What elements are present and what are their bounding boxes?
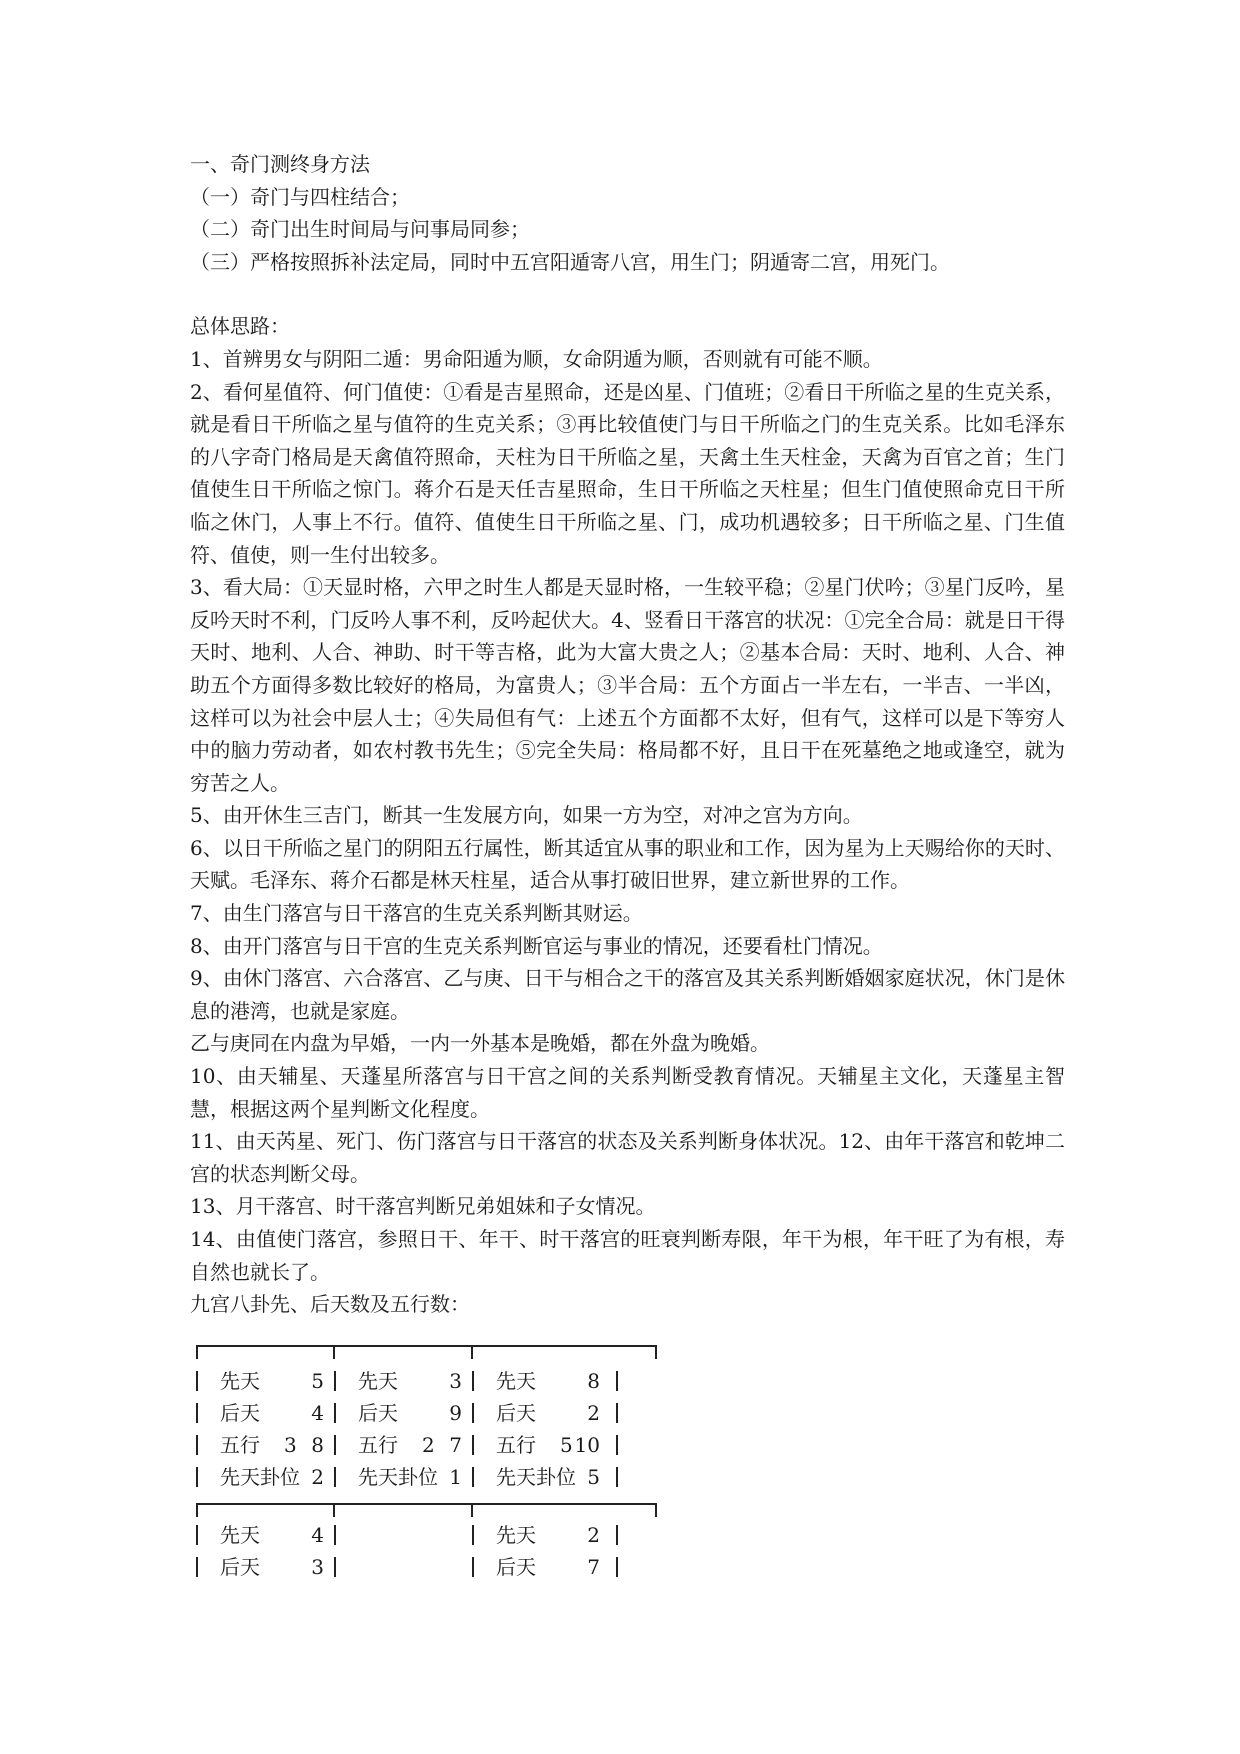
grid-cell: [472, 1365, 622, 1493]
cell-border: [472, 1435, 474, 1455]
grid-tick: [333, 1503, 335, 1517]
grid-cell-row: [472, 1365, 622, 1397]
paragraph: 7、由生门落宫与日干落宫的生克关系判断其财运。: [190, 901, 643, 926]
paragraph: 8、由开门落宫与日干宫的生克关系判断官运与事业的情况，还要看杜门情况。: [190, 933, 883, 958]
grid-cell-row: [472, 1461, 622, 1493]
cell-border: [472, 1403, 474, 1423]
cell-border: [196, 1467, 198, 1487]
grid-cell-row: [196, 1365, 346, 1397]
grid-cell-row: [196, 1397, 346, 1429]
grid-cell-row: [334, 1429, 484, 1461]
grid-tick: [471, 1345, 473, 1359]
cell-border: [616, 1525, 618, 1545]
table-title: 九宫八卦先、后天数及五行数：: [190, 1292, 470, 1317]
nine-palace-grid: [190, 1339, 660, 1591]
grid-cell: [472, 1519, 622, 1583]
cell-value-b: 5: [587, 1464, 600, 1489]
grid-cell-row: [334, 1519, 484, 1551]
method-item: （三）严格按照拆补法定局，同时中五宫阳遁寄八宫，用生门；阴遁寄二宫，用死门。: [190, 249, 950, 274]
document-page: [190, 148, 1065, 1591]
grid-cell: [334, 1365, 484, 1493]
cell-label: 五行: [358, 1432, 398, 1457]
paragraph: 10、由天辅星、天蓬星所落宫与日干宫之间的关系判断受教育情况。天辅星主文化，天蓬星主智慧，根据这两个星判断文化程度。: [190, 1064, 1065, 1121]
grid-tick: [655, 1503, 657, 1517]
cell-label: 先天: [358, 1368, 398, 1393]
cell-label: 先天卦位: [220, 1464, 300, 1489]
cell-label: 后天: [220, 1400, 260, 1425]
cell-border: [472, 1467, 474, 1487]
method-item: （一）奇门与四柱结合；: [190, 184, 410, 209]
cell-border: [196, 1371, 198, 1391]
cell-label: 后天: [496, 1400, 536, 1425]
paragraph: 13、月干落宫、时干落宫判断兄弟姐妹和子女情况。: [190, 1194, 656, 1219]
cell-label: 五行: [496, 1432, 536, 1457]
cell-label: 后天: [496, 1554, 536, 1579]
section-heading: 一、奇门测终身方法: [190, 152, 370, 176]
cell-border: [334, 1371, 336, 1391]
paragraph: 3、看大局：①天显时格，六甲之时生人都是天显时格，一生较平稳；②星门伏吟；③星门反吟，星反吟天时不利，门反吟人事不利，反吟起伏大。4、竖看日干落宫的状况：①完全合局：就是日干得天时、地利、人合、神助、时干等吉格，此为大富大贵之人；②基本合局：天时、地利、人合、神助五个方面得多数比较好的格局，为富贵人；③半合局：五个方面占一半左右，一半吉、一半凶，这样可以为社会中层人士；④失局但有气：上述五个方面都不太好，但有气，这样可以是下等穷人中的脑力劳动者，如农村教书先生；⑤完全失局：格局都不好，且日干在死墓绝之地或逢空，就为穷苦之人。: [190, 575, 1065, 795]
grid-cell: [196, 1519, 346, 1583]
cell-value-b: 4: [311, 1400, 324, 1425]
paragraph: 14、由值使门落宫，参照日干、年干、时干落宫的旺衰判断寿限，年干为根，年干旺了为有根，寿自然也就长了。: [190, 1227, 1065, 1284]
cell-value-b: 3: [449, 1368, 462, 1393]
cell-label: 先天卦位: [358, 1464, 438, 1489]
cell-value-b: 2: [311, 1464, 324, 1489]
grid-cell-row: [334, 1461, 484, 1493]
cell-value-a: 3: [284, 1432, 297, 1457]
cell-value-b: 5: [311, 1368, 324, 1393]
cell-value-b: 10: [574, 1432, 600, 1457]
cell-value-a: 5: [560, 1432, 573, 1457]
grid-cell-row: [472, 1429, 622, 1461]
cell-border: [472, 1525, 474, 1545]
grid-cell-row: [472, 1397, 622, 1429]
cell-value-b: 7: [449, 1432, 462, 1457]
grid-cell-row: [196, 1551, 346, 1583]
paragraph: 乙与庚同在内盘为早婚，一内一外基本是晚婚，都在外盘为晚婚。: [190, 1031, 770, 1056]
grid-top-rule: [196, 1345, 657, 1347]
cell-value-b: 7: [587, 1554, 600, 1579]
cell-border: [616, 1467, 618, 1487]
cell-label: 先天: [220, 1368, 260, 1393]
cell-border: [334, 1525, 336, 1545]
grid-tick: [655, 1345, 657, 1359]
cell-border: [616, 1371, 618, 1391]
cell-value-b: 4: [311, 1522, 324, 1547]
cell-border: [334, 1557, 336, 1577]
cell-border: [196, 1525, 198, 1545]
grid-cell-row: [196, 1461, 346, 1493]
grid-cell-row: [334, 1397, 484, 1429]
grid-tick: [333, 1345, 335, 1359]
grid-middle-rule: [196, 1503, 657, 1505]
paragraph: 6、以日干所临之星门的阴阳五行属性，断其适宜从事的职业和工作，因为星为上天赐给你的天时、天赋。毛泽东、蒋介石都是林天柱星，适合从事打破旧世界，建立新世界的工作。: [190, 835, 1065, 893]
grid-tick: [471, 1503, 473, 1517]
cell-border: [472, 1557, 474, 1577]
cell-border: [196, 1403, 198, 1423]
cell-value-b: 3: [311, 1554, 324, 1579]
grid-cell: [334, 1519, 484, 1583]
method-item: （二）奇门出生时间局与问事局同参；: [190, 217, 530, 242]
cell-value-b: 9: [449, 1400, 462, 1425]
cell-border: [616, 1403, 618, 1423]
cell-border: [616, 1557, 618, 1577]
grid-cell-row: [472, 1551, 622, 1583]
cell-border: [196, 1435, 198, 1455]
grid-cell-row: [196, 1429, 346, 1461]
paragraph-list: [190, 343, 1065, 1288]
cell-border: [334, 1435, 336, 1455]
grid-cell-row: [196, 1519, 346, 1551]
cell-value-b: 1: [449, 1464, 462, 1489]
cell-value-a: 2: [422, 1432, 435, 1457]
grid-cell-row: [334, 1551, 484, 1583]
cell-label: 五行: [220, 1432, 260, 1457]
grid-tick: [196, 1345, 198, 1359]
cell-value-b: 8: [311, 1432, 324, 1457]
cell-border: [196, 1557, 198, 1577]
cell-border: [334, 1403, 336, 1423]
cell-border: [472, 1371, 474, 1391]
paragraph: 5、由开休生三吉门，断其一生发展方向，如果一方为空，对冲之宫为方向。: [190, 803, 863, 828]
cell-label: 后天: [358, 1400, 398, 1425]
cell-label: 先天: [220, 1522, 260, 1547]
paragraph: 2、看何星值符、何门值使：①看是吉星照命，还是凶星、门值班；②看日干所临之星的生克关系，就是看日干所临之星与值符的生克关系；③再比较值使门与日干所临之门的生克关系。比如毛泽东的八字奇门格局是天禽值符照命，天柱为日干所临之星，天禽土生天柱金，天禽为百官之首；生门值使生日干所临之惊门。蒋介石是天任吉星照命，生日干所临之天柱星；但生门值使照命克日干所临之休门，人事上不行。值符、值使生日干所临之星、门，成功机遇较多；日干所临之星、门生值符、值使，则一生付出较多。: [190, 379, 1065, 567]
overall-title: 总体思路：: [190, 314, 290, 339]
cell-border: [334, 1467, 336, 1487]
paragraph: 1、首辨男女与阴阳二遁：男命阳遁为顺，女命阴遁为顺，否则就有可能不顺。: [190, 346, 883, 371]
paragraph: 9、由休门落宫、六合落宫、乙与庚、日干与相合之干的落宫及其关系判断婚姻家庭状况，休门是休息的港湾，也就是家庭。: [190, 966, 1065, 1023]
cell-value-b: 2: [587, 1400, 600, 1425]
paragraph: 11、由天芮星、死门、伤门落宫与日干落宫的状态及关系判断身体状况。12、由年干落宫和乾坤二宫的状态判断父母。: [190, 1129, 1065, 1186]
cell-border: [616, 1435, 618, 1455]
cell-label: 后天: [220, 1554, 260, 1579]
grid-cell: [196, 1365, 346, 1493]
cell-value-b: 2: [587, 1522, 600, 1547]
cell-label: 先天卦位: [496, 1464, 576, 1489]
grid-cell-row: [334, 1365, 484, 1397]
cell-value-b: 8: [587, 1368, 600, 1393]
grid-cell-row: [472, 1519, 622, 1551]
spacer: [190, 278, 1065, 310]
grid-tick: [196, 1503, 198, 1517]
cell-label: 先天: [496, 1522, 536, 1547]
cell-label: 先天: [496, 1368, 536, 1393]
